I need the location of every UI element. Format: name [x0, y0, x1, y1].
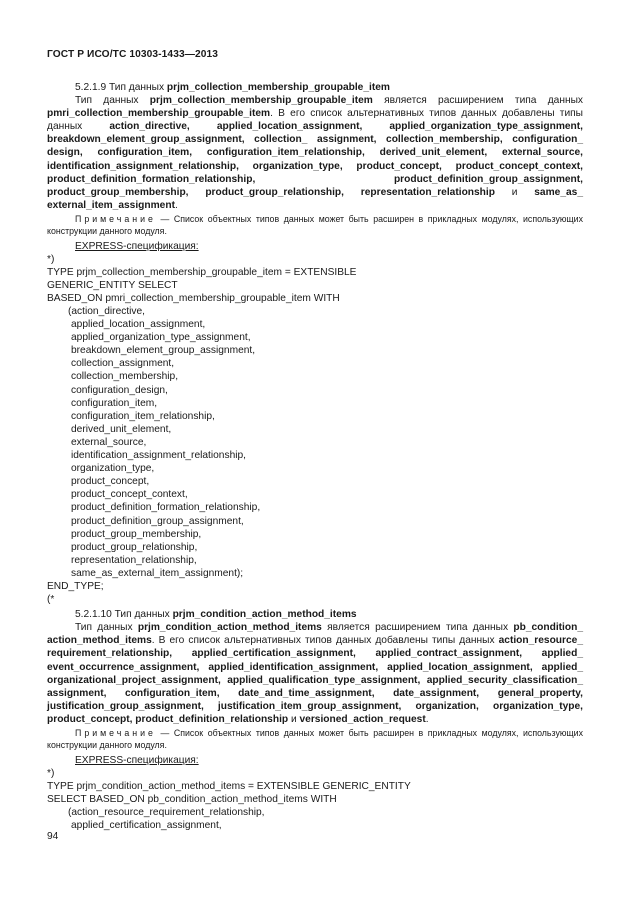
- code-line: collection_membership,: [71, 371, 179, 383]
- express-code: *) TYPE prjm_collection_membership_groupable_item = EXTENSIBLE GENERIC_ENTITY SELECT BASED_ON pmri_collection_membership_groupable_item WITH (action_directive, applied_location_assignment, applied_organization_type_assignment, breakdown_element_group_assignment, collection_assignment, collection_membership, configuration_design, configuration_item, configuration_item_relationship, derived_unit_element, external_source, identification_assignment_relationship, organization_type, product_concept, product_concept_context, product_definition_formation_relationship, product_definition_group_assignment, product_group_membership, product_group_relationship, representation_relationship, same_as_external_item_assignment); END_TYPE; (*: [47, 253, 583, 607]
- code-items-list: [47, 318, 583, 580]
- code-line: configuration_item_relationship,: [71, 410, 215, 422]
- code-line: breakdown_element_group_assignment,: [71, 345, 256, 357]
- section-heading: 5.2.1.10 Тип данных prjm_condition_action_method_items: [75, 609, 357, 621]
- code-line: product_definition_formation_relationship,: [71, 502, 261, 514]
- code-line: representation_relationship,: [71, 554, 197, 566]
- code-line: configuration_design,: [71, 384, 168, 396]
- page-header: ГОСТ Р ИСО/ТС 10303-1433—2013: [47, 49, 219, 60]
- code-line: organization_type,: [71, 463, 155, 475]
- code-line: applied_certification_assignment,: [71, 820, 222, 832]
- code-line: applied_organization_type_assignment,: [71, 332, 251, 344]
- express-code: *) TYPE prjm_condition_action_method_items = EXTENSIBLE GENERIC_ENTITY SELECT BASED_ON pb_condition_action_method_items WITH (action_resource_requirement_relationship, applied_certification_assignment,: [47, 767, 583, 832]
- section-heading: 5.2.1.9 Тип данных prjm_collection_membership_groupable_item: [75, 82, 390, 93]
- express-spec-label: EXPRESS-спецификация:: [75, 754, 199, 766]
- code-line: external_source,: [71, 436, 147, 448]
- section-paragraph: Тип данных prjm_condition_action_method_items является расширением типа данных pb_condition_ action_method_items. В его список альтернативных типов данных добавлены типы данных action_resource_ requirement_relationship, applied_certification_assignment, applied_contract_assignment, applied_ event_occurrence_assignment, applied_identification_assignment, applied_location_assignment, applied_ organizational_project_assignment, applied_qualification_type_assignment, applied_security_classification_ assignment, configuration_item, date_and_time_assignment, date_assignment, general_property, justification_group_assignment, justification_item_group_assignment, organization, organization_type, product_concept, product_definition_relationship и versioned_action_request.: [47, 622, 583, 725]
- page-content: [47, 81, 583, 832]
- code-line: same_as_external_item_assignment);: [71, 567, 244, 579]
- code-line: product_concept,: [71, 476, 150, 488]
- page-number: 94: [47, 831, 59, 842]
- note: Примечание — Список объектных типов данных может быть расширен в прикладных модулях, использующих конструкции данного модуля.: [47, 728, 583, 750]
- code-line: derived_unit_element,: [71, 423, 172, 435]
- code-line: product_definition_group_assignment,: [71, 515, 244, 527]
- express-spec-label: EXPRESS-спецификация:: [75, 240, 199, 252]
- code-line: identification_assignment_relationship,: [71, 450, 246, 462]
- code-line: product_group_membership,: [71, 528, 202, 540]
- code-line: collection_assignment,: [71, 358, 175, 370]
- code-line: applied_location_assignment,: [71, 319, 206, 331]
- code-line: product_concept_context,: [71, 489, 188, 501]
- code-line: product_group_relationship,: [71, 541, 198, 553]
- code-line: configuration_item,: [71, 397, 158, 409]
- note: Примечание — Список объектных типов данных может быть расширен в прикладных модулях, использующих конструкции данного модуля.: [47, 213, 583, 236]
- code-items-list: [47, 819, 583, 832]
- section-paragraph: Тип данных prjm_collection_membership_groupable_item является расширением типа данных pmri_collection_membership_groupable_item. В его список альтернативных типов данных добавлены типы данных action_directive, applied_location_assignment, applied_organization_type_assignment, breakdown_element_group_assignment, collection_ assignment, collection_membership, configuration_ design, configuration_item, configuration_item_relationship, derived_unit_element, external_source, identification_assignment_relationship, organization_type, product_concept, product_concept_context, product_definition_formation_relationship, product_definition_group_assignment, product_group_membership, product_group_relationship, representation_relationship и same_as_ external_item_assignment.: [47, 95, 583, 211]
